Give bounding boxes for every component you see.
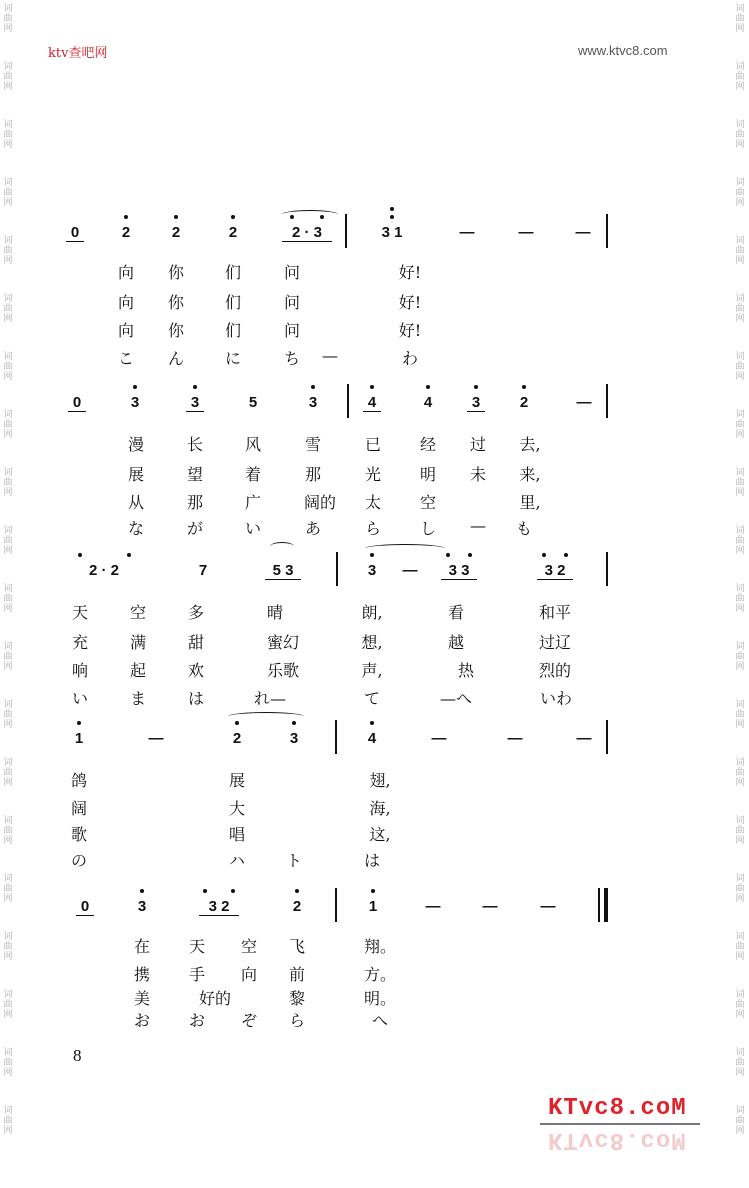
lyric: 广 [244,493,262,512]
side-watermark-stamp: 词 曲 网 [735,1106,745,1136]
lyric: 欢 [187,661,205,680]
side-watermark-stamp: 词 曲 网 [735,526,745,556]
side-watermark-stamp: 词 曲 网 [3,642,13,672]
note: 0 [66,224,84,242]
lyric: 甜 [187,633,205,652]
lyric: お [133,1011,151,1030]
lyric: な [127,519,145,538]
final-bar-thick [604,888,608,922]
lyric: 歌 [70,825,88,844]
side-watermark-stamp: 词 曲 网 [3,700,13,730]
lyric: 这, [369,825,391,844]
lyric: 海, [369,799,391,818]
note-group: 3 3 [441,562,477,580]
lyric: いわ [539,689,573,708]
side-watermark-stamp: 词 曲 网 [735,410,745,440]
note: 3 [467,394,485,412]
bar-line [606,552,608,586]
logo-underline [540,1123,700,1125]
lyric: 光 [364,465,382,484]
bar-line [606,384,608,418]
lyric: 唱 [228,825,246,844]
lyric: 黎 [288,989,306,1008]
note-dash: — [576,730,592,747]
side-watermark-stamp: 词 曲 网 [3,294,13,324]
side-watermark-stamp: 词 曲 网 [735,120,745,150]
lyric: 美 [133,989,151,1008]
note-group: 2 · 2 [69,562,139,579]
lyric: 明。 [363,989,397,1008]
lyric: 向 [117,263,135,282]
site-url-header[interactable]: www.ktvc8.com [578,43,668,58]
bar-line [335,888,337,922]
note: 1 [70,730,88,747]
lyric: 你 [167,263,185,282]
note-dash: — [507,730,523,747]
note: 3 [363,562,381,579]
lyric: も [515,519,533,538]
lyric: 充 [71,633,89,652]
note-dash: — [540,898,556,915]
note-dash: — [431,730,447,747]
site-name-header: ktv查吧网 [48,46,108,61]
note-dash: — [459,224,475,241]
note: 3 [126,394,144,411]
note-dash: — [576,394,592,411]
lyric: 空 [419,493,437,512]
lyric: の [70,851,88,870]
side-watermark-stamp: 词 曲 网 [3,410,13,440]
note: 2 [515,394,533,411]
lyric: 风 [244,435,262,454]
lyric: 想, [361,633,383,652]
side-watermark-stamp: 词 曲 网 [735,642,745,672]
note: 2 [224,224,242,241]
lyric: 们 [224,293,242,312]
lyric: 向 [117,293,135,312]
side-watermark-stamp: 词 曲 网 [735,584,745,614]
lyric: — [322,346,338,365]
bar-line [347,384,349,418]
bar-line [606,214,608,248]
side-watermark-stamp: 词 曲 网 [3,178,13,208]
note-group: 3 2 [537,562,573,580]
lyric: 望 [186,465,204,484]
note: 3 [186,394,204,412]
note: 4 [363,730,381,747]
lyric: わ [401,349,419,368]
side-watermark-stamp: 词 曲 网 [735,700,745,730]
side-watermark-stamp: 词 曲 网 [735,874,745,904]
lyric: に [224,349,242,368]
lyric: 从 [127,493,145,512]
note-group: 5 3 [265,562,301,580]
slur-arc [365,544,445,553]
side-watermark-stamp: 词 曲 网 [735,294,745,324]
side-watermark-stamp: 词 曲 网 [735,758,745,788]
ktvc8-logo-reflection: KTvc8.coM [548,1126,687,1153]
side-watermark-stamp: 词 曲 网 [735,1048,745,1078]
side-watermark-stamp: 词 曲 网 [735,816,745,846]
lyric: 去, [519,435,541,454]
lyric: 长 [186,435,204,454]
lyric: へ [371,1011,389,1030]
note: 0 [76,898,94,916]
note: 0 [68,394,86,412]
note: 2 [117,224,135,241]
note: 1 [364,898,382,915]
lyric: 已 [364,435,382,454]
lyric: 过辽 [538,633,572,652]
note-dash: — [402,562,418,579]
lyric: 方。 [363,965,397,984]
side-watermark-stamp: 词 曲 网 [3,468,13,498]
lyric: 向 [240,965,258,984]
bar-line [336,552,338,586]
lyric: ハ [228,851,246,870]
note: 3 [133,898,151,915]
lyric: 雪 [304,435,322,454]
lyric: 太 [364,493,382,512]
note: 4 [363,394,381,412]
lyric: 和平 [538,603,572,622]
note-dash: — [518,224,534,241]
ktvc8-logo[interactable]: KTvc8.coM [548,1095,687,1122]
lyric: 热 [457,661,475,680]
side-watermark-stamp: 词 曲 网 [735,990,745,1020]
lyric: ら [288,1011,306,1030]
lyric: 天 [188,937,206,956]
lyric: 你 [167,293,185,312]
lyric: 你 [167,321,185,340]
lyric: ん [167,349,185,368]
lyric: 鸽 [70,771,88,790]
lyric: 好! [398,293,422,312]
lyric: 那 [186,493,204,512]
lyric: 携 [133,965,151,984]
slur-arc [228,712,304,721]
lyric: — [470,516,486,535]
lyric: 着 [244,465,262,484]
lyric: 未 [469,465,487,484]
side-watermark-stamp: 词 曲 网 [3,526,13,556]
lyric: れ— [253,689,287,708]
lyric: 飞 [288,937,306,956]
note: 3 [304,394,322,411]
lyric: 明 [419,465,437,484]
lyric: 翔。 [363,937,397,956]
lyric: 阔的 [303,493,337,512]
bar-line [335,720,337,754]
note-group: 2 · 3 [282,224,332,242]
lyric: 漫 [127,435,145,454]
lyric: 过 [469,435,487,454]
note-grace: 3 1 [377,224,407,241]
lyric: て [363,689,381,708]
side-watermark-stamp: 词 曲 网 [735,932,745,962]
lyric: 前 [288,965,306,984]
lyric: 满 [129,633,147,652]
side-watermark-stamp: 词 曲 网 [3,990,13,1020]
lyric: 蜜幻 [266,633,300,652]
side-watermark-stamp: 词 曲 网 [735,468,745,498]
lyric: 在 [133,937,151,956]
lyric: 烈的 [538,661,572,680]
note: 2 [167,224,185,241]
lyric: 问 [283,293,301,312]
lyric: が [186,519,204,538]
lyric: い [71,689,89,708]
side-watermark-stamp: 词 曲 网 [3,816,13,846]
side-watermark-stamp: 词 曲 网 [3,236,13,266]
lyric: ら [364,519,382,538]
lyric: 展 [127,465,145,484]
lyric: 看 [447,603,465,622]
side-watermark-stamp: 词 曲 网 [3,758,13,788]
side-watermark-stamp: 词 曲 网 [3,352,13,382]
lyric: ま [129,689,147,708]
lyric: 空 [129,603,147,622]
bar-line [606,720,608,754]
lyric: ち [283,349,301,368]
side-watermark-stamp: 词 曲 网 [3,1048,13,1078]
lyric: 手 [188,965,206,984]
side-watermark-stamp: 词 曲 网 [735,236,745,266]
note-dash: — [482,898,498,915]
side-watermark-stamp: 词 曲 网 [735,4,745,34]
lyric: 空 [240,937,258,956]
slur-arc [270,542,294,551]
side-watermark-stamp: 词 曲 网 [3,584,13,614]
note-group: 3 2 [199,898,239,916]
note: 3 [285,730,303,747]
note-dash: — [575,224,591,241]
lyric: 展 [228,771,246,790]
side-watermark-stamp: 词 曲 网 [3,62,13,92]
final-bar-thin [598,888,600,922]
lyric: 响 [71,661,89,680]
lyric: は [187,689,205,708]
lyric: 好的 [198,989,232,1008]
note: 4 [419,394,437,411]
lyric: 经 [419,435,437,454]
lyric: 们 [224,321,242,340]
lyric: 来, [519,465,541,484]
note: 5 [248,394,258,411]
side-watermark-stamp: 词 曲 网 [3,1106,13,1136]
lyric: 好! [398,263,422,282]
lyric: 问 [283,263,301,282]
lyric: ぞ [240,1011,258,1030]
bar-line [345,214,347,248]
lyric: 乐歌 [266,661,300,680]
lyric: 们 [224,263,242,282]
lyric: 里, [519,493,541,512]
note-dash: — [425,898,441,915]
note: 2 [228,730,246,747]
lyric: お [188,1011,206,1030]
lyric: 朗, [361,603,383,622]
lyric: ト [285,851,303,870]
lyric: い [244,519,262,538]
lyric: あ [304,519,322,538]
page-number: 8 [73,1046,82,1065]
lyric: 好! [398,321,422,340]
side-watermark-stamp: 词 曲 网 [735,178,745,208]
lyric: 晴 [266,603,284,622]
side-watermark-stamp: 词 曲 网 [3,120,13,150]
note: 2 [288,898,306,915]
side-watermark-stamp: 词 曲 网 [735,62,745,92]
side-watermark-stamp: 词 曲 网 [735,352,745,382]
lyric: こ [117,349,135,368]
lyric: 翅, [369,771,391,790]
lyric: 起 [129,661,147,680]
lyric: し [419,519,437,538]
lyric: 那 [304,465,322,484]
lyric: 天 [71,603,89,622]
lyric: 声, [361,661,383,680]
lyric: 越 [447,633,465,652]
lyric: 大 [228,799,246,818]
lyric: —へ [439,689,473,708]
lyric: 阔 [70,799,88,818]
side-watermark-stamp: 词 曲 网 [3,874,13,904]
side-watermark-stamp: 词 曲 网 [3,932,13,962]
lyric: 向 [117,321,135,340]
side-watermark-stamp: 词 曲 网 [3,4,13,34]
lyric: 多 [187,603,205,622]
lyric: は [363,851,381,870]
note: 7 [198,562,208,579]
lyric: 问 [283,321,301,340]
note-dash: — [148,730,164,747]
